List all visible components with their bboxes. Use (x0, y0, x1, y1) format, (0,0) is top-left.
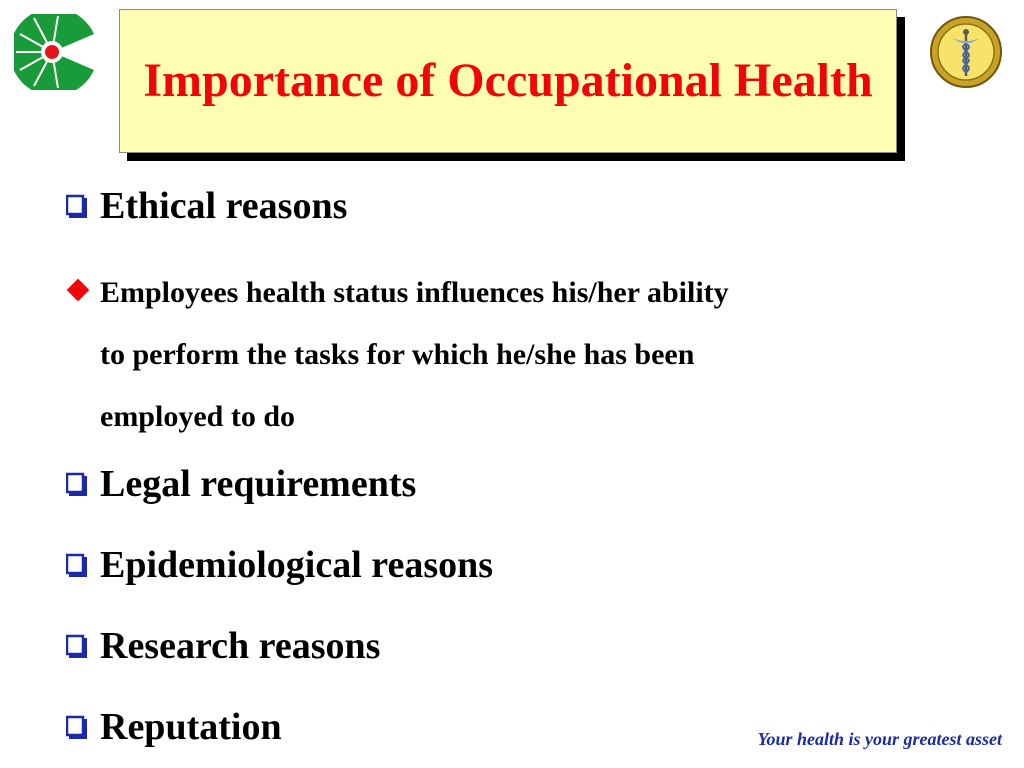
sub-point-text: Employees health status influences his/her ability (100, 276, 729, 309)
sub-point-text: to perform the tasks for which he/she has been (100, 338, 695, 371)
hollow-square-bullet-icon (66, 633, 88, 659)
organization-logo-icon (14, 14, 100, 90)
hollow-square-bullet-icon (66, 471, 88, 497)
footer-tagline: Your health is your greatest asset (757, 729, 1002, 749)
bullet-label: Epidemiological reasons (100, 544, 494, 586)
bullet-item (66, 705, 282, 749)
hollow-square-bullet-icon (66, 714, 88, 740)
hollow-square-bullet-icon (66, 193, 88, 219)
bullet-label: Reputation (100, 706, 282, 748)
bullet-item (66, 624, 380, 668)
bullet-item (66, 543, 493, 587)
sub-point (66, 262, 966, 448)
red-diamond-bullet-icon (67, 279, 90, 302)
sub-point-text: employed to do (100, 400, 295, 433)
bullet-label: Ethical reasons (100, 185, 348, 227)
title-box (119, 9, 897, 153)
medical-emblem-icon (928, 14, 1004, 90)
bullet-label: Research reasons (100, 625, 381, 667)
bullet-item (66, 462, 416, 506)
sub-point-line (66, 262, 966, 324)
slide-title: Importance of Occupational Health (143, 54, 873, 107)
bullet-item (66, 184, 347, 228)
bullet-label: Legal requirements (100, 463, 417, 505)
hollow-square-bullet-icon (66, 552, 88, 578)
